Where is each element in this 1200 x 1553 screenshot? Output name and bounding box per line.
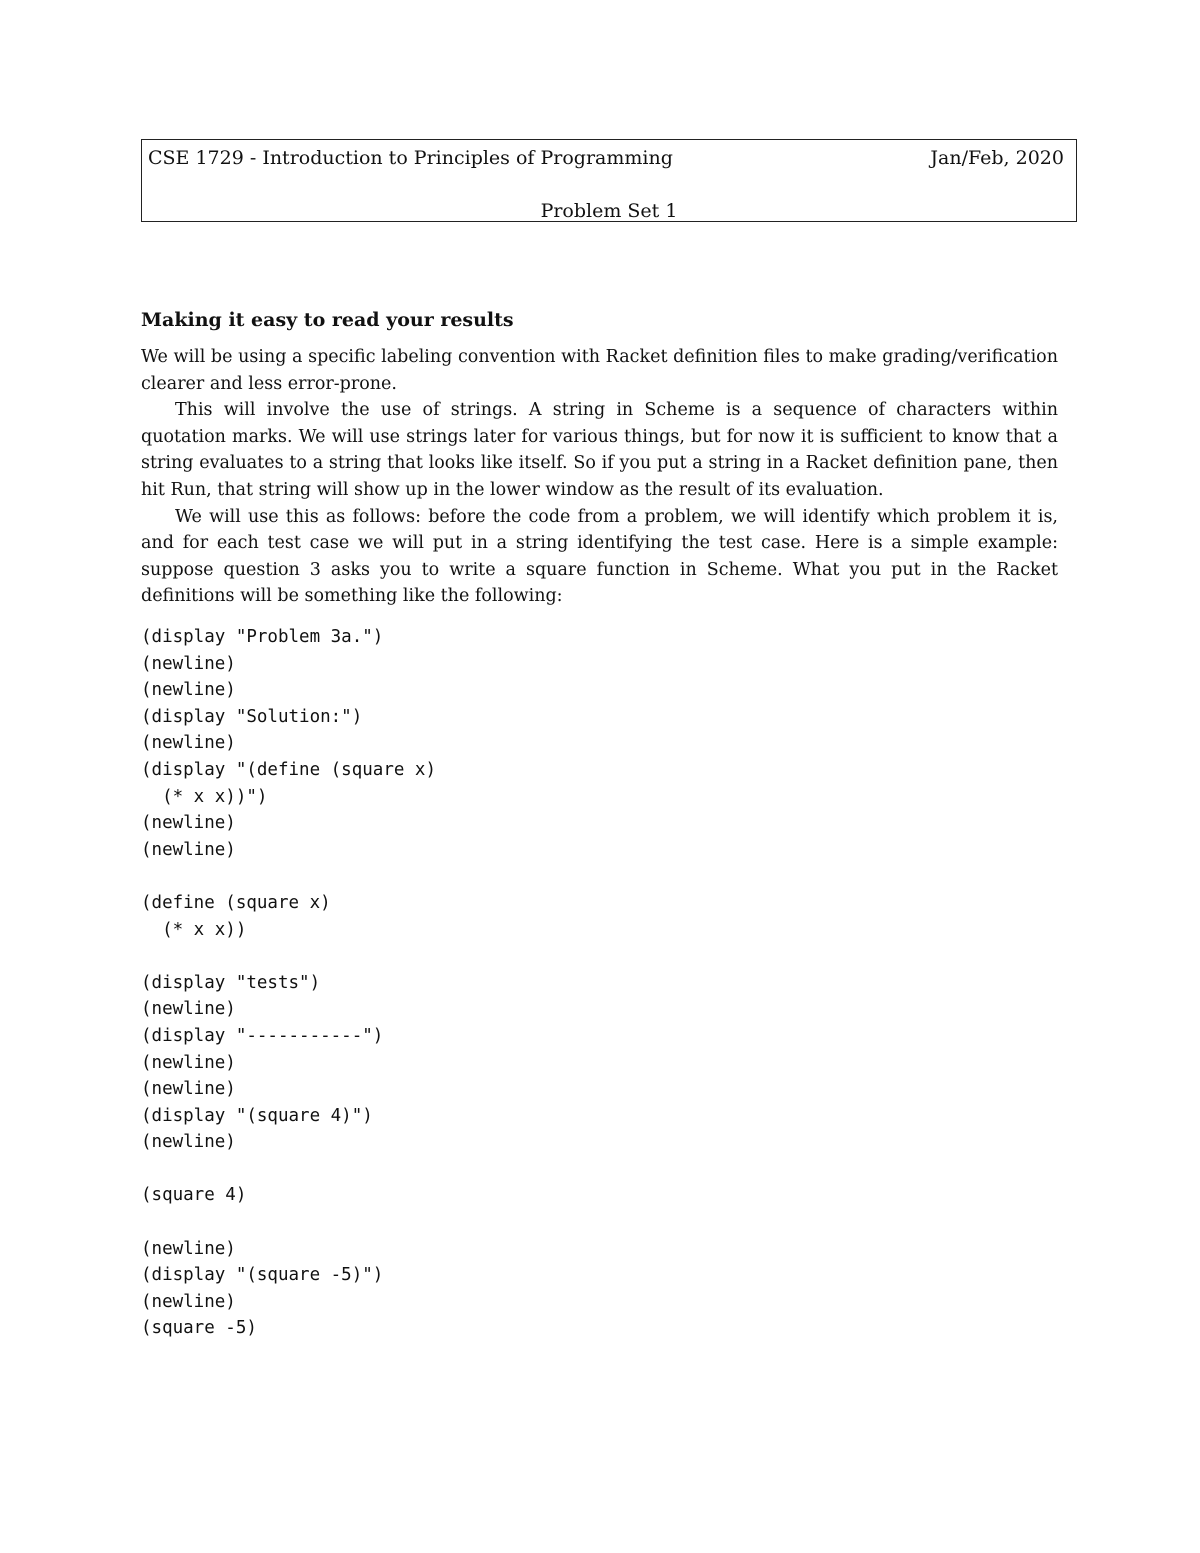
course-date: Jan/Feb, 2020 bbox=[930, 147, 1064, 169]
paragraph-strings: This will involve the use of strings. A string in Scheme is a sequence of characters within quotation marks. We will use strings later for various things, but for now it is sufficient to know that a string evaluates to a string that looks like itself. So if you put a string in a Racket definition pane, then hit Run, that string will show up in the lower window as the result of its evaluation. bbox=[141, 400, 1058, 500]
paragraph-usage: We will use this as follows: before the code from a problem, we will identify which problem it is, and for each test case we will put in a string identifying the test case. Here is a simple example: suppose question 3 asks you to write a square function in Scheme. What you put in the Racket definitions will be something like the following: bbox=[141, 506, 1058, 607]
problem-set-title: Problem Set 1 bbox=[540, 200, 678, 222]
header-box bbox=[141, 139, 1077, 222]
paragraph-intro: We will be using a specific labeling convention with Racket definition files to make grading/verification clearer and less error-prone. bbox=[141, 347, 1058, 394]
section-heading: Making it easy to read your results bbox=[141, 309, 514, 331]
course-title: CSE 1729 - Introduction to Principles of Programming bbox=[148, 147, 673, 169]
code-example: (display "Problem 3a.") (newline) (newline) (display "Solution:") (newline) (display "(define (square x) (* x x))") (newline) (newline) (define (square x) (* x x)) (display "tests") (newline) (display "-----------") (newline) (newline) (display "(square 4)") (newline) (square 4) (newline) (display "(square -5)") (newline) (square -5) bbox=[141, 627, 437, 1339]
section-body bbox=[141, 344, 1058, 610]
